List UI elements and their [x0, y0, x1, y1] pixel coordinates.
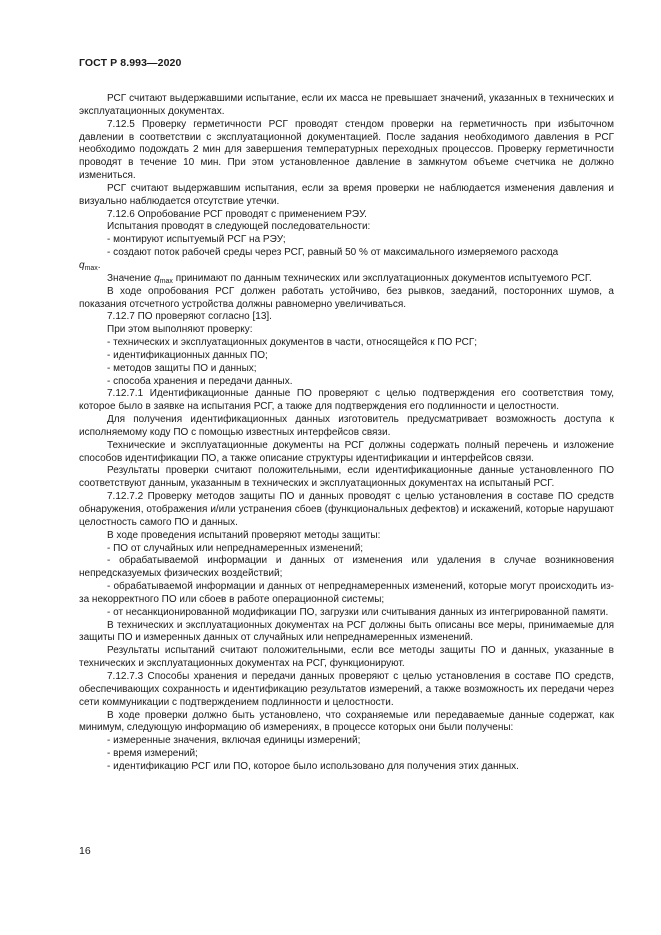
- list-item: - время измерений;: [107, 748, 198, 760]
- list-item: - от несанкционированной модификации ПО, загрузки или считывания данных из интегрированной памяти.: [107, 606, 609, 618]
- paragraph: В технических и эксплуатационных документах на РСГ должны быть описаны все меры, принимаемые для защиты ПО и измеренных данных от случайных или непреднамеренных изменений.: [79, 619, 614, 644]
- document-header: ГОСТ Р 8.993—2020: [79, 57, 182, 69]
- paragraph: В ходе проверки должно быть установлено, что сохраняемые или передаваемые данные содержат, как минимум, следующую информацию об измерениях, в процессе которых они были получены:: [79, 709, 614, 734]
- q-symbol: q: [79, 259, 85, 271]
- list-item: - способа хранения и передачи данных.: [107, 375, 293, 387]
- list-item: - ПО от случайных или непреднамеренных изменений;: [107, 542, 364, 554]
- qmax-note-post: принимают по данным технических или эксплуатационных документов испытуемого РСГ.: [175, 272, 592, 284]
- list-item: - обрабатываемой информации и данных от изменения или удаления в случае возникновения непредсказуемых физических воздействий;: [79, 555, 614, 580]
- list-item: - измеренные значения, включая единицы измерений;: [107, 735, 361, 747]
- paragraph: Технические и эксплуатационные документы на РСГ должны содержать полный перечень и изложение способов идентификации ПО, а также описание структуры идентификации и интерфейсов связи.: [79, 439, 614, 464]
- paragraph: 7.12.7.2 Проверку методов защиты ПО и данных проводят с целью установления в составе ПО средств обнаружения, отображения и/или устранения сбоев (функциональных дефектов) и искажений, которые нарушают целостность самого ПО и данных.: [79, 491, 614, 528]
- qmax-note: [79, 273, 614, 286]
- list-item: - методов защиты ПО и данных;: [107, 362, 257, 374]
- list-item: - монтируют испытуемый РСГ на РЭУ;: [107, 234, 286, 246]
- paragraph: РСГ считают выдержавшим испытания, если за время проверки не наблюдается изменения давления и визуально наблюдается отсутствие утечки.: [79, 182, 614, 207]
- list-item: - идентификацию РСГ или ПО, которое было использовано для получения этих данных.: [107, 760, 519, 772]
- paragraph: 7.12.7.1 Идентификационные данные ПО проверяют с целью подтверждения его соответствия тому, которое было в заявке на испытания РСГ, а также для подтверждения его подлинности и целостности.: [79, 388, 614, 413]
- page-number: 16: [79, 845, 91, 857]
- paragraph: 7.12.6 Опробование РСГ проводят с применением РЭУ.: [107, 208, 367, 220]
- qmax-note-pre: Значение: [107, 272, 152, 284]
- paragraph: 7.12.5 Проверку герметичности РСГ проводят стендом проверки на герметичность при избыточном давлении в соответствии с эксплуатационной документацией. После задания необходимого давления в РСГ необходимо подождать 2 мин для завершения температурных переходных процессов. Проверку герметичности проводят в течение 10 мин. При этом установленное давление в замкнутом объеме счетчика не должно измениться.: [79, 118, 614, 182]
- max-subscript: max: [84, 264, 98, 272]
- paragraph: Результаты проверки считают положительными, если идентификационные данные установленного ПО соответствуют данным, указанным в технических и эксплуатационных документах на испытаный РСГ.: [79, 465, 614, 490]
- paragraph: Результаты испытаний считают положительными, если все методы защиты ПО и данных, указанные в технических и эксплуатационных документах на РСГ, функционируют.: [79, 645, 614, 670]
- list-item: - обрабатываемой информации и данных от непреднамеренных изменений, которые могут происходить из-за некорректного ПО или сбоев в работе операционной системы;: [79, 581, 614, 605]
- paragraph: В ходе проведения испытаний проверяют методы защиты:: [107, 529, 381, 541]
- section-heading: 7.12.7 ПО проверяют согласно [13].: [107, 311, 272, 323]
- qmax-line: [79, 260, 614, 273]
- list-item: - создают поток рабочей среды через РСГ, равный 50 % от максимального измеряемого расхода: [107, 247, 559, 259]
- max-subscript: max: [159, 277, 173, 285]
- paragraph: Для получения идентификационных данных изготовитель предусматривает возможность доступа к исполняемому коду ПО с помощью известных интерфейсов связи.: [79, 414, 614, 438]
- paragraph: 7.12.7.3 Способы хранения и передачи данных проверяют с целью установления в составе ПО средств, обеспечивающих сохранность и идентификацию результатов измерений, а также возможность их передачи через сети коммуникации с подтверждением подлинности и целостности.: [79, 670, 614, 708]
- list-item: - технических и эксплуатационных документов в части, относящейся к ПО РСГ;: [107, 337, 478, 349]
- q-symbol: q: [154, 272, 160, 284]
- paragraph: В ходе опробования РСГ должен работать устойчиво, без рывков, заеданий, посторонних шумов, а показания отсчетного устройства должны равномерно увеличиваться.: [79, 285, 614, 310]
- qmax-tail: .: [97, 259, 101, 271]
- paragraph: РСГ считают выдержавшими испытание, если их масса не превышает значений, указанных в технических и эксплуатационных документах.: [79, 93, 614, 117]
- list-item: - идентификационных данных ПО;: [107, 349, 268, 361]
- paragraph: Испытания проводят в следующей последовательности:: [107, 221, 371, 233]
- document-body: [79, 93, 614, 774]
- paragraph: При этом выполняют проверку:: [107, 324, 253, 336]
